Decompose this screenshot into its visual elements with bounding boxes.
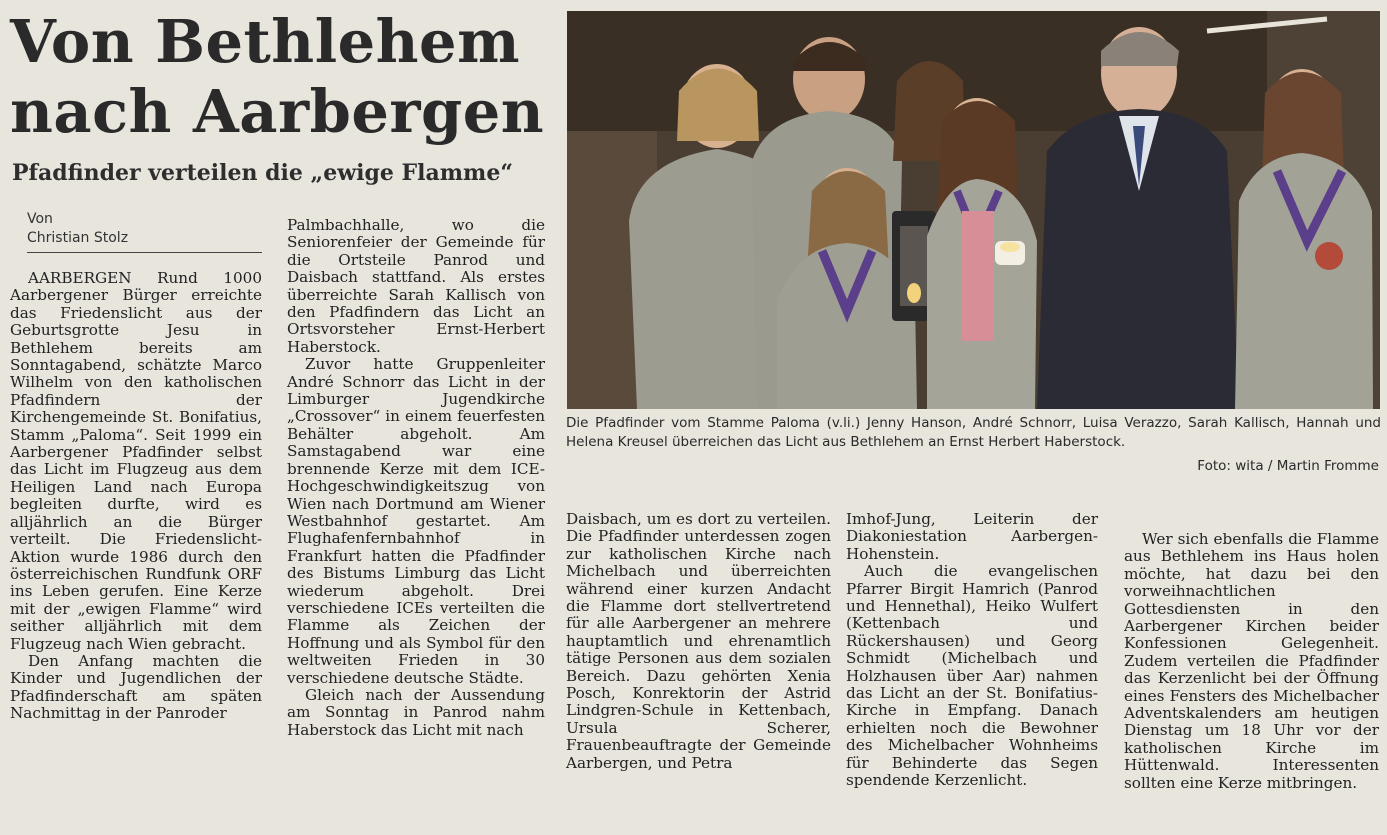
article-paragraph: Gleich nach der Aussendung am Sonntag in Panrod nahm Haberstock das Licht mit nach [287,685,545,739]
news-photo [567,11,1380,409]
headline-line1: Von Bethlehem [10,7,521,76]
byline-author: Christian Stolz [27,230,129,246]
article-column-2 [287,217,545,739]
article-paragraph: Wer sich ebenfalls die Flamme aus Bethlehem ins Haus holen möchte, hat dazu bei den vorweihnachtlichen Gottesdiensten in den Aarbergener Kirchen beider Konfessionen Gelegenheit. Zudem verteilen die Pfadfinder das Kerzenlicht bei der Öffnung eines Fensters des Michelbacher Adventskalenders am heutigen Dienstag um 18 Uhr vor der katholischen Kirche im Hüttenwald. Interessenten sollten eine Kerze mitbringen. [1124,530,1379,792]
article-paragraph: AARBERGEN Rund 1000 Aarbergener Bürger erreichte das Friedenslicht aus der Geburtsgrotte Jesu in Bethlehem bereits am Sonntagabend, schätzte Marco Wilhelm von den katholischen Pfadfindern der Kirchengemeinde St. Bonifatius, Stamm „Paloma“. Seit 1999 ein Aarbergener Pfadfinder selbst das Licht im Flugzeug aus dem Heiligen Land nach Europa begleiten durfte, wird es alljährlich an die Bürger verteilt. Die Friedenslicht-Aktion wurde 1986 durch den österreichischen Rundfunk ORF ins Leben gerufen. Eine Kerze mit der „ewigen Flamme“ wird seither alljährlich mit dem Flugzeug nach Wien gebracht. [10,269,262,653]
headline-line2: nach Aarbergen [10,77,545,146]
article-column-1 [10,270,262,723]
article-paragraph: Daisbach, um es dort zu verteilen. Die Pfadfinder unterdessen zogen zur katholischen Kirche nach Michelbach und überreichten während einer kurzen Andacht die Flamme dort stellvertretend für alle Aarbergener an mehrere hauptamtlich und ehrenamtlich tätige Personen aus dem sozialen Bereich. Dazu gehörten Xenia Posch, Konrektorin der Astrid Lindgren-Schule in Kettenbach, Ursula Scherer, Frauenbeauftragte der Gemeinde Aarbergen, und Petra [566,510,831,772]
photo-caption: Die Pfadfinder vom Stamme Paloma (v.li.) Jenny Hanson, André Schnorr, Luisa Verazzo, Sarah Kallisch, Hannah und Helena Kreusel überreichen das Licht aus Bethlehem an Ernst Herbert Haberstock. [566,415,1381,450]
article-column-4 [846,511,1098,790]
byline [27,210,262,253]
article-column-5 [1124,531,1379,792]
article-paragraph: Auch die evangelischen Pfarrer Birgit Hamrich (Panrod und Hennethal), Heiko Wulfert (Kettenbach und Rückershausen) und Georg Schmidt (Michelbach und Holzhausen über Aar) nahmen das Licht an der St. Bonifatius-Kirche in Empfang. Danach erhielten noch die Bewohner des Michelbacher Wohnheims für Behinderte das Segen spendende Kerzenlicht. [846,562,1098,790]
article-paragraph: Palmbachhalle, wo die Seniorenfeier der Gemeinde für die Ortsteile Panrod und Daisbach stattfand. Als erstes überreichte Sarah Kallisch von den Pfadfindern das Licht an Ortsvorsteher Ernst-Herbert Haberstock. [287,216,545,356]
article-paragraph: Zuvor hatte Gruppenleiter André Schnorr das Licht in der Limburger Jugendkirche „Crossover“ in einem feuerfesten Behälter abgeholt. Am Samstagabend war eine brennende Kerze mit dem ICE-Hochgeschwindigkeitszug von Wien nach Dortmund am Wiener Westbahnhof gestartet. Am Flughafenfernbahnhof in Frankfurt hatten die Pfadfinder des Bistums Limburg das Licht wiederum abgeholt. Drei verschiedene ICEs verteilten die Flamme als Zeichen der Hoffnung und als Symbol für den weltweiten Frieden in 30 verschiedene deutsche Städte. [287,355,545,687]
article-paragraph: Imhof-Jung, Leiterin der Diakoniestation Aarbergen-Hohenstein. [846,510,1098,563]
group-photo-illustration [567,11,1380,409]
article-column-3 [566,511,831,772]
photo-credit: Foto: wita / Martin Fromme [1197,458,1379,474]
article-paragraph: Den Anfang machten die Kinder und Jugendlichen der Pfadfinderschaft am späten Nachmittag in der Panroder [10,651,262,723]
byline-prefix: Von [27,211,53,227]
subheadline: Pfadfinder verteilen die „ewige Flamme“ [12,160,513,186]
